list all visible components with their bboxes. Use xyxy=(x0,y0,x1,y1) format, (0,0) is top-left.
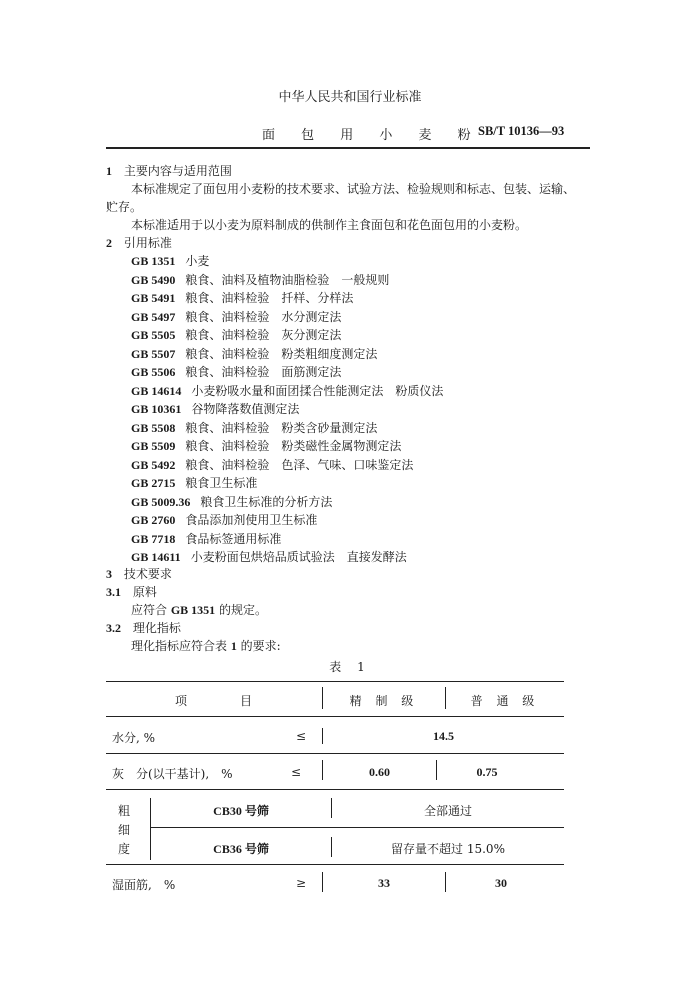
reference-title: 食品添加剂使用卫生标准 xyxy=(185,513,318,527)
section-1-heading xyxy=(106,162,232,179)
section-2-heading xyxy=(106,234,172,251)
reference-code: GB 5490 xyxy=(131,272,176,287)
section-number: 1 xyxy=(106,164,112,178)
raw-material-text xyxy=(131,601,267,618)
reference-title: 粮食卫生标准 xyxy=(185,476,258,490)
standard-ref-code: GB 1351 xyxy=(170,603,216,617)
cb30-sieve-value: 全部通过 xyxy=(423,804,472,818)
table-rule xyxy=(106,753,564,754)
reference-code: GB 5009.36 xyxy=(131,494,191,509)
reference-item xyxy=(131,400,299,417)
section-title: 理化指标 xyxy=(132,621,181,635)
reference-item xyxy=(131,289,353,306)
fineness-char-1: 粗 xyxy=(118,804,131,818)
section-title: 引用标准 xyxy=(123,236,172,250)
reference-item xyxy=(131,530,281,547)
reference-title: 粮食、油料检验 粉类粗细度测定法 xyxy=(185,346,378,361)
reference-title: 粮食、油料检验 水分测定法 xyxy=(185,309,342,324)
reference-code: GB 5509 xyxy=(131,439,176,453)
reference-item xyxy=(131,326,341,343)
section-number: 3 xyxy=(106,567,112,581)
reference-code: GB 5491 xyxy=(131,291,176,305)
table-caption: 表 1 xyxy=(329,660,371,674)
sieve-label-text: CB36 号筛 xyxy=(213,842,269,856)
reference-item xyxy=(131,493,332,510)
text-segment: 的要求: xyxy=(240,639,281,653)
table-ref-number: 1 xyxy=(230,639,237,653)
section-3-1-heading xyxy=(106,583,157,600)
reference-title: 谷物降落数值测定法 xyxy=(191,402,300,416)
cb30-sieve-label xyxy=(151,802,331,819)
reference-code: GB 14611 xyxy=(131,550,181,564)
gluten-operator: ≥ xyxy=(296,876,307,890)
table-rule xyxy=(106,716,564,717)
sieve-label-text: CB30 号筛 xyxy=(213,804,269,818)
reference-item xyxy=(131,456,413,473)
reference-title: 粮食、油料检验 粉类磁性金属物测定法 xyxy=(185,439,402,453)
reference-code: GB 10361 xyxy=(131,402,182,416)
reference-code: GB 2760 xyxy=(131,513,176,527)
ash-operator: ≤ xyxy=(291,765,302,779)
section-3-2-heading xyxy=(106,619,181,636)
table-rule xyxy=(106,864,564,865)
ash-fine-value: 0.60 xyxy=(369,765,390,779)
reference-item xyxy=(131,419,377,436)
moisture-label: 水分, % xyxy=(112,731,156,745)
standard-code: SB/T 10136—93 xyxy=(478,124,565,138)
reference-item xyxy=(131,474,257,491)
reference-title: 粮食、油料及植物油脂检验 一般规则 xyxy=(185,272,390,287)
reference-code: GB 14614 xyxy=(131,383,182,398)
section-number: 3.2 xyxy=(106,621,121,635)
reference-title: 粮食卫生标准的分析方法 xyxy=(200,494,333,509)
gluten-fine-value: 33 xyxy=(378,876,390,890)
reference-code: GB 7718 xyxy=(131,531,176,546)
reference-code: GB 1351 xyxy=(131,254,176,268)
text-segment: 理化指标应符合表 xyxy=(131,639,228,653)
reference-code: GB 5497 xyxy=(131,309,176,324)
fineness-char-2: 细 xyxy=(118,823,131,837)
reference-item xyxy=(131,382,443,399)
header-item: 项 目 xyxy=(174,694,253,708)
reference-title: 食品标签通用标准 xyxy=(185,531,282,546)
moisture-value: 14.5 xyxy=(433,729,454,743)
reference-item xyxy=(131,437,401,454)
section-3-heading xyxy=(106,565,172,582)
reference-title: 小麦 xyxy=(185,254,210,268)
reference-item xyxy=(131,511,317,528)
fineness-char-3: 度 xyxy=(118,842,131,856)
reference-title: 粮食、油料检验 面筋测定法 xyxy=(185,365,342,379)
table-rule xyxy=(106,681,564,682)
header-normal-grade: 普 通 级 xyxy=(470,694,540,708)
section-title: 主要内容与适用范围 xyxy=(123,164,232,178)
reference-title: 粮食、油料检验 粉类含砂量测定法 xyxy=(185,420,378,435)
reference-code: GB 5506 xyxy=(131,365,176,379)
reference-code: GB 5505 xyxy=(131,328,176,342)
reference-title: 粮食、油料检验 色泽、气味、口味鉴定法 xyxy=(185,457,414,472)
reference-code: GB 2715 xyxy=(131,476,176,490)
section-title: 技术要求 xyxy=(123,567,172,581)
reference-item xyxy=(131,363,341,380)
reference-item xyxy=(131,345,377,362)
gluten-normal-value: 30 xyxy=(495,876,507,890)
reference-title: 粮食、油料检验 扦样、分样法 xyxy=(185,291,354,305)
reference-code: GB 5507 xyxy=(131,346,176,361)
reference-title: 小麦粉面包烘焙品质试验法 直接发酵法 xyxy=(190,550,407,564)
text-segment: 的规定。 xyxy=(219,603,268,617)
standard-org: 中华人民共和国行业标准 xyxy=(278,90,422,105)
gluten-label: 湿面筋, % xyxy=(112,878,176,892)
cb36-sieve-value: 留存量不超过 15.0% xyxy=(391,842,505,856)
document-title: 面 包 用 小 麦 粉 xyxy=(262,128,482,143)
table-rule xyxy=(150,827,564,828)
reference-code: GB 5492 xyxy=(131,457,176,472)
reference-item xyxy=(131,548,407,565)
physchem-text xyxy=(131,637,281,654)
section-title: 原料 xyxy=(132,585,157,599)
reference-title: 粮食、油料检验 灰分测定法 xyxy=(185,328,342,342)
table-rule xyxy=(106,789,564,790)
reference-item xyxy=(131,271,389,288)
paragraph-scope-1b: 贮存。 xyxy=(106,200,143,214)
text-segment: 应符合 xyxy=(131,603,168,617)
moisture-operator: ≤ xyxy=(296,729,307,743)
header-fine-grade: 精 制 级 xyxy=(349,694,419,708)
reference-code: GB 5508 xyxy=(131,420,176,435)
section-number: 3.1 xyxy=(106,585,121,599)
ash-normal-value: 0.75 xyxy=(476,765,498,779)
ash-label: 灰 分(以干基计), % xyxy=(112,767,233,781)
reference-title: 小麦粉吸水量和面团揉合性能测定法 粉质仪法 xyxy=(191,383,444,398)
header-rule xyxy=(106,147,590,149)
reference-item xyxy=(131,252,209,269)
paragraph-scope-2: 本标准适用于以小麦为原料制成的供制作主食面包和花色面包用的小麦粉。 xyxy=(131,218,528,232)
section-number: 2 xyxy=(106,236,112,250)
cb36-sieve-label xyxy=(151,840,331,857)
reference-item xyxy=(131,308,341,325)
paragraph-scope-1a: 本标准规定了面包用小麦粉的技术要求、试验方法、检验规则和标志、包装、运输、 xyxy=(131,182,576,196)
